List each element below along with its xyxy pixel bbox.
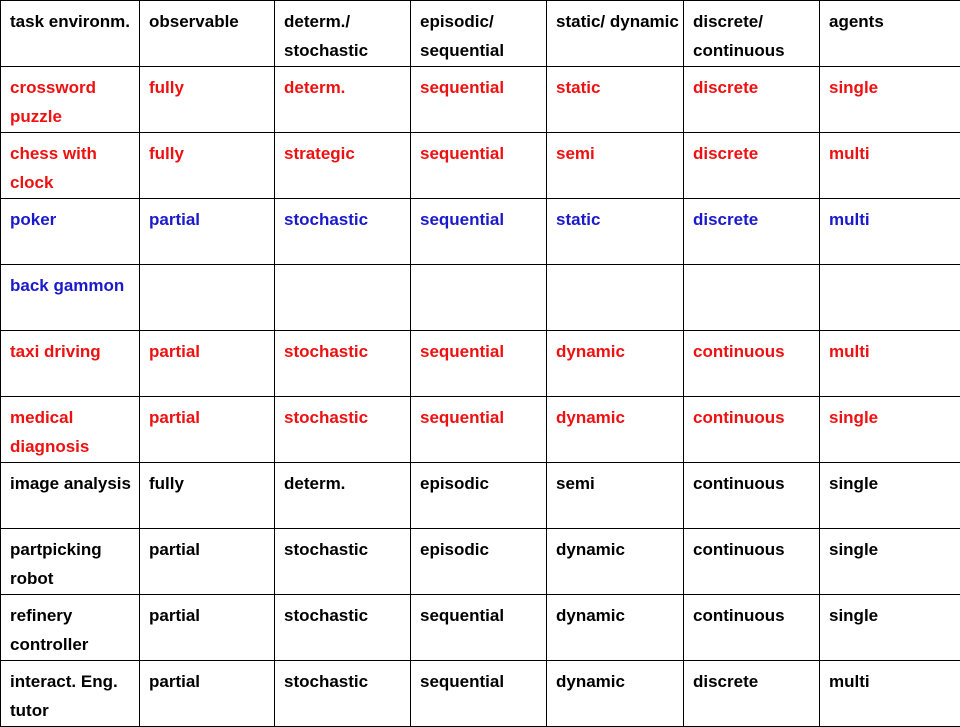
cell-episodic: sequential bbox=[411, 67, 547, 133]
cell-observable: partial bbox=[140, 661, 275, 727]
cell-deterministic: stochastic bbox=[275, 199, 411, 265]
cell-episodic: sequential bbox=[411, 661, 547, 727]
cell-observable: fully bbox=[140, 133, 275, 199]
cell-static: static bbox=[547, 67, 684, 133]
cell-static: semi bbox=[547, 133, 684, 199]
table-row bbox=[1, 331, 960, 397]
cell-static: static bbox=[547, 199, 684, 265]
cell-agents: single bbox=[820, 529, 960, 595]
cell-deterministic: stochastic bbox=[275, 595, 411, 661]
cell-episodic: episodic bbox=[411, 463, 547, 529]
cell-task-environment: image analysis bbox=[1, 463, 140, 529]
table-row bbox=[1, 67, 960, 133]
cell-episodic: sequential bbox=[411, 133, 547, 199]
cell-task-environment: partpicking robot bbox=[1, 529, 140, 595]
cell-discrete: continuous bbox=[684, 331, 820, 397]
header-row bbox=[1, 1, 960, 67]
cell-deterministic: stochastic bbox=[275, 661, 411, 727]
cell-discrete: discrete bbox=[684, 133, 820, 199]
cell-agents bbox=[820, 265, 960, 331]
cell-agents: multi bbox=[820, 661, 960, 727]
cell-agents: single bbox=[820, 397, 960, 463]
cell-task-environment: interact. Eng. tutor bbox=[1, 661, 140, 727]
cell-discrete: continuous bbox=[684, 463, 820, 529]
cell-deterministic: stochastic bbox=[275, 331, 411, 397]
cell-static bbox=[547, 265, 684, 331]
cell-static: dynamic bbox=[547, 661, 684, 727]
cell-observable: partial bbox=[140, 199, 275, 265]
table-row bbox=[1, 661, 960, 727]
header-discrete-continuous: discrete/ continuous bbox=[684, 1, 820, 67]
cell-deterministic bbox=[275, 265, 411, 331]
cell-deterministic: determ. bbox=[275, 67, 411, 133]
table-row bbox=[1, 529, 960, 595]
cell-discrete: continuous bbox=[684, 529, 820, 595]
cell-deterministic: stochastic bbox=[275, 529, 411, 595]
cell-observable bbox=[140, 265, 275, 331]
cell-deterministic: determ. bbox=[275, 463, 411, 529]
table-row bbox=[1, 133, 960, 199]
table-row bbox=[1, 595, 960, 661]
cell-episodic: sequential bbox=[411, 331, 547, 397]
cell-agents: multi bbox=[820, 133, 960, 199]
cell-static: dynamic bbox=[547, 529, 684, 595]
cell-episodic bbox=[411, 265, 547, 331]
cell-observable: partial bbox=[140, 397, 275, 463]
header-task-environment: task environm. bbox=[1, 1, 140, 67]
cell-observable: partial bbox=[140, 595, 275, 661]
cell-agents: multi bbox=[820, 199, 960, 265]
cell-task-environment: medical diagnosis bbox=[1, 397, 140, 463]
cell-agents: single bbox=[820, 463, 960, 529]
cell-agents: multi bbox=[820, 331, 960, 397]
header-deterministic-stochastic: determ./ stochastic bbox=[275, 1, 411, 67]
cell-static: semi bbox=[547, 463, 684, 529]
cell-observable: partial bbox=[140, 331, 275, 397]
table-row bbox=[1, 199, 960, 265]
cell-discrete: discrete bbox=[684, 199, 820, 265]
cell-discrete bbox=[684, 265, 820, 331]
cell-discrete: continuous bbox=[684, 595, 820, 661]
cell-task-environment: crossword puzzle bbox=[1, 67, 140, 133]
cell-episodic: sequential bbox=[411, 595, 547, 661]
cell-agents: single bbox=[820, 67, 960, 133]
cell-observable: fully bbox=[140, 463, 275, 529]
cell-static: dynamic bbox=[547, 397, 684, 463]
header-observable: observable bbox=[140, 1, 275, 67]
cell-episodic: episodic bbox=[411, 529, 547, 595]
header-static-dynamic: static/ dynamic bbox=[547, 1, 684, 67]
cell-episodic: sequential bbox=[411, 397, 547, 463]
table-row bbox=[1, 463, 960, 529]
cell-deterministic: stochastic bbox=[275, 397, 411, 463]
table-row bbox=[1, 397, 960, 463]
cell-discrete: continuous bbox=[684, 397, 820, 463]
cell-static: dynamic bbox=[547, 595, 684, 661]
cell-task-environment: refinery controller bbox=[1, 595, 140, 661]
cell-agents: single bbox=[820, 595, 960, 661]
cell-static: dynamic bbox=[547, 331, 684, 397]
cell-task-environment: chess with clock bbox=[1, 133, 140, 199]
header-episodic-sequential: episodic/ sequential bbox=[411, 1, 547, 67]
table-row bbox=[1, 265, 960, 331]
cell-deterministic: strategic bbox=[275, 133, 411, 199]
cell-task-environment: taxi driving bbox=[1, 331, 140, 397]
cell-observable: partial bbox=[140, 529, 275, 595]
cell-observable: fully bbox=[140, 67, 275, 133]
cell-episodic: sequential bbox=[411, 199, 547, 265]
header-agents: agents bbox=[820, 1, 960, 67]
cell-task-environment: back gammon bbox=[1, 265, 140, 331]
cell-discrete: discrete bbox=[684, 661, 820, 727]
cell-task-environment: poker bbox=[1, 199, 140, 265]
cell-discrete: discrete bbox=[684, 67, 820, 133]
